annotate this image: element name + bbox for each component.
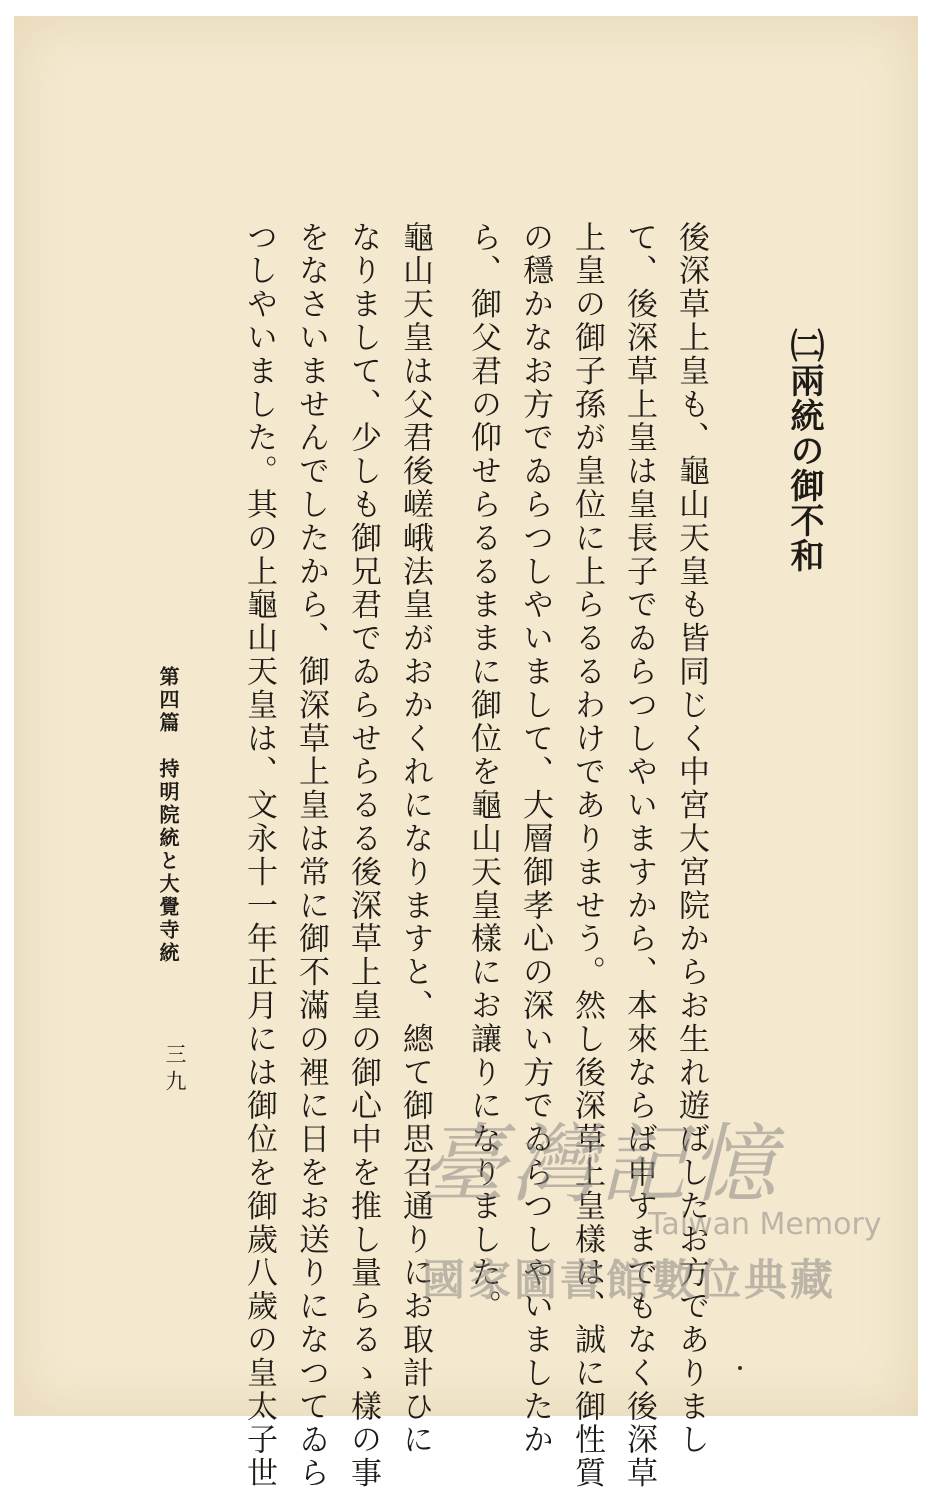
body-line-3: 上皇の御子孫が皇位に上らるるわけでありませう。然し後深草上皇樣は、誠に御性質 xyxy=(569,221,605,1490)
body-line-1: 後深草上皇も、龜山天皇も皆同じく中宮大宮院からお生れ遊ばしたお方でありまし xyxy=(673,221,709,1457)
ink-speck xyxy=(738,1366,742,1370)
body-line-7: なりまして、少しも御兄君でゐらせらるる後深草上皇の御心中を推し量らるゝ樣の事 xyxy=(345,221,381,1490)
section-title: ㈡兩統の御不和 xyxy=(784,328,824,573)
body-line-2: て、後深草上皇は皇長子でゐらつしやいますから、本來ならば申すまでもなく後深草 xyxy=(621,221,657,1490)
library-watermark xyxy=(420,1095,920,1310)
page-number: 三九 xyxy=(163,1043,187,1097)
watermark-english: Taiwan Memory xyxy=(648,1207,882,1242)
body-line-6: 龜山天皇は父君後嵯峨法皇がおかくれになりますと、總て御思召通りにお取計ひに xyxy=(397,221,433,1457)
body-line-9: つしやいました。其の上龜山天皇は、文永十一年正月には御位を御歲八歲の皇太子世 xyxy=(241,221,277,1490)
watermark-logo: 臺灣記憶 xyxy=(420,1115,780,1215)
running-footer: 第四篇 持明院統と大覺寺統 xyxy=(156,666,180,965)
body-line-8: をなさいませんでしたから、御深草上皇は常に御不滿の裡に日をお送りになつてゐら xyxy=(293,221,329,1490)
body-line-4: の穩かなお方でゐらつしやいまして、大層御孝心の深い方でゐらつしやいましたか xyxy=(517,221,553,1457)
body-line-5: ら、御父君の仰せらるるままに御位を龜山天皇樣にお讓りになりました。 xyxy=(465,221,501,1324)
watermark-chinese: 國家圖書館數位典藏 xyxy=(422,1256,836,1306)
